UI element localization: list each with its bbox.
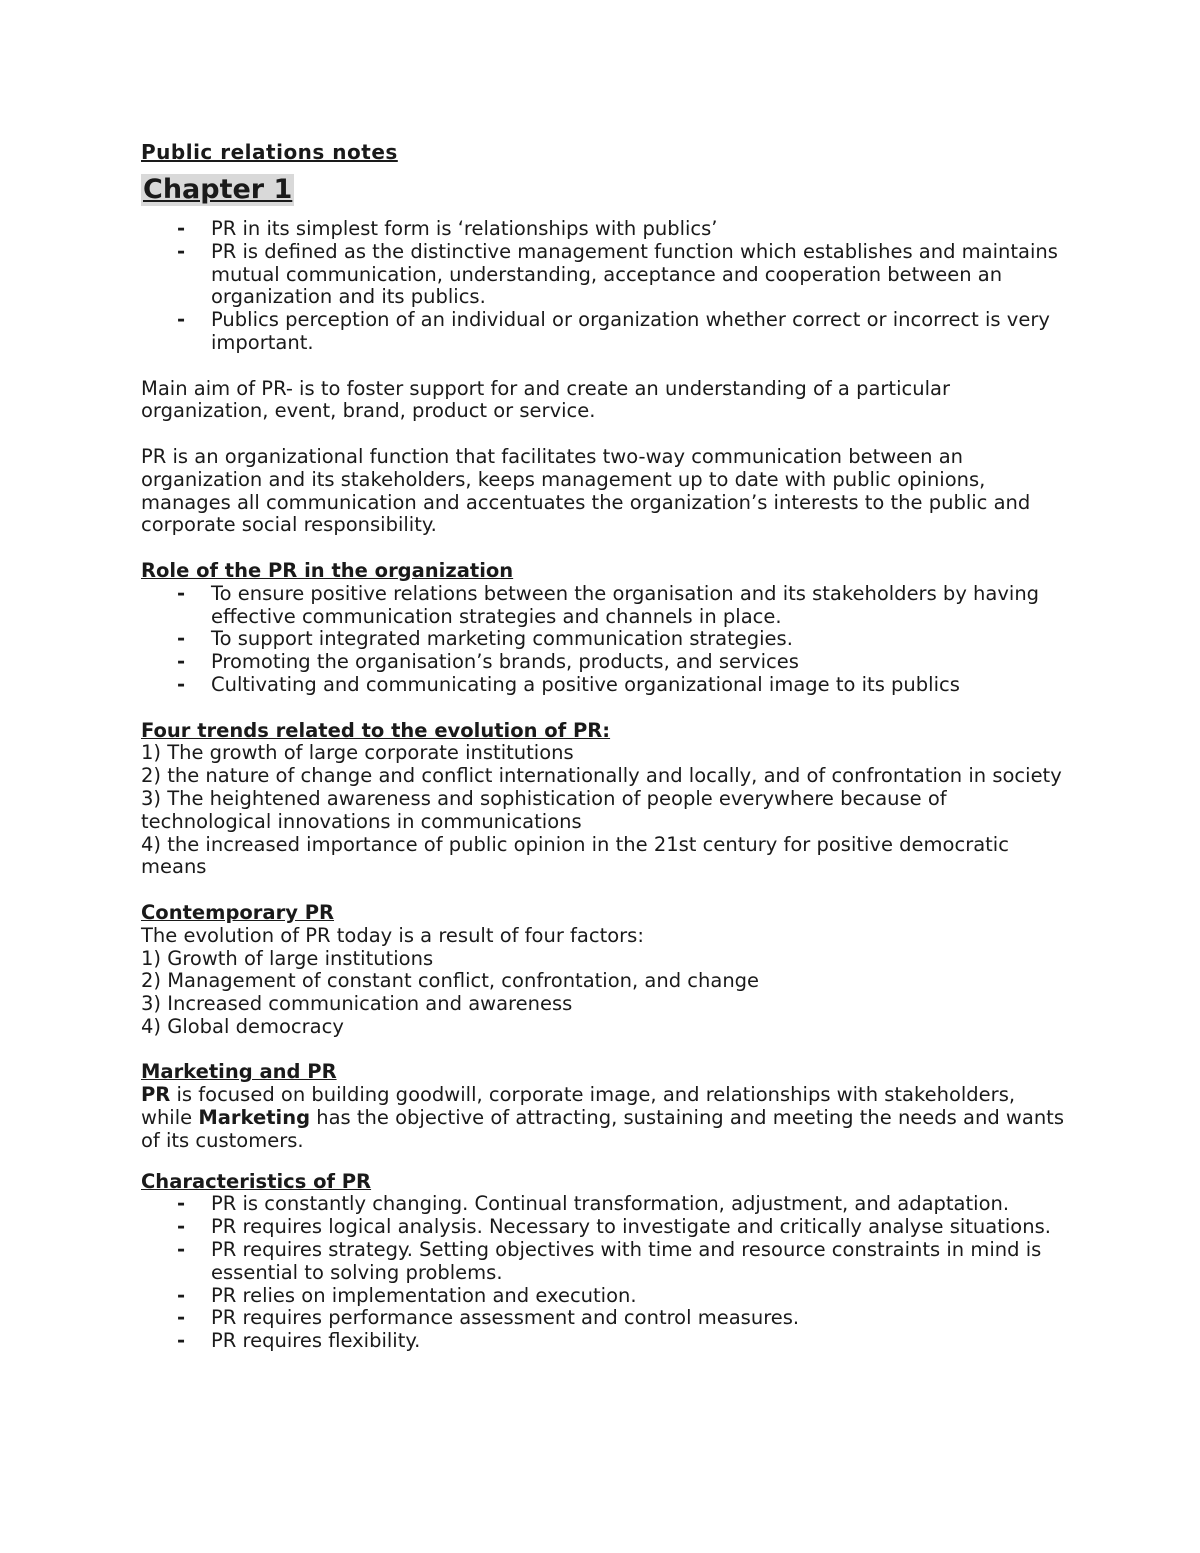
list-item-text: To ensure positive relations between the organisation and its stakeholders by having effective communication strategies and channels in place. xyxy=(211,581,1040,628)
dash-bullet-icon: - xyxy=(177,1283,186,1307)
list-item xyxy=(141,1193,1071,1216)
list-item-text: PR requires strategy. Setting objectives with time and resource constraints in mind is essential to solving problems. xyxy=(211,1238,1042,1284)
list-item xyxy=(141,218,1071,241)
list-item xyxy=(141,1216,1071,1239)
list-item-text: Publics perception of an individual or organization whether correct or incorrect is very important. xyxy=(211,308,1050,354)
list-item-text: PR requires performance assessment and control measures. xyxy=(211,1306,800,1330)
document-page xyxy=(141,140,1071,1353)
list-item-text: Cultivating and communicating a positive organizational image to its publics xyxy=(211,672,960,696)
spacer xyxy=(141,1153,1071,1171)
contemporary-heading: Contemporary PR xyxy=(141,900,335,924)
dash-bullet-icon: - xyxy=(177,308,186,332)
list-item xyxy=(141,1307,1071,1330)
role-heading: Role of the PR in the organization xyxy=(141,558,514,582)
factor-item: 2) Management of constant conflict, confrontation, and change xyxy=(141,969,760,993)
document-title: Public relations notes xyxy=(141,140,398,164)
marketing-heading: Marketing and PR xyxy=(141,1060,337,1084)
dash-bullet-icon: - xyxy=(177,672,186,696)
characteristics-heading: Characteristics of PR xyxy=(141,1169,372,1193)
list-item-text: PR relies on implementation and execution. xyxy=(211,1283,637,1307)
list-item xyxy=(141,628,1071,651)
list-item xyxy=(141,651,1071,674)
dash-bullet-icon: - xyxy=(177,239,186,263)
spacer xyxy=(141,355,1071,378)
dash-bullet-icon: - xyxy=(177,1238,186,1262)
list-item-text: PR requires flexibility. xyxy=(211,1329,421,1353)
spacer xyxy=(141,697,1071,720)
list-item xyxy=(141,241,1071,309)
dash-bullet-icon: - xyxy=(177,627,186,651)
spacer xyxy=(141,537,1071,560)
list-item xyxy=(141,1330,1071,1353)
list-item-text: PR requires logical analysis. Necessary to investigate and critically analyse situations. xyxy=(211,1215,1051,1239)
trends-heading: Four trends related to the evolution of PR: xyxy=(141,718,611,742)
list-item xyxy=(141,674,1071,697)
list-item xyxy=(141,583,1071,629)
main-aim-paragraph: Main aim of PR- is to foster support for and create an understanding of a particular organization, event, brand, product or service. xyxy=(141,376,950,423)
list-item-text: PR is defined as the distinctive management function which establishes and maintains mutual communication, understanding, acceptance and cooperation between an organization and its publics. xyxy=(211,239,1058,309)
trend-item: 4) the increased importance of public opinion in the 21st century for positive democratic means xyxy=(141,832,1009,879)
marketing-term: Marketing xyxy=(198,1106,311,1130)
spacer xyxy=(141,1039,1071,1062)
list-item-text: Promoting the organisation’s brands, products, and services xyxy=(211,650,799,674)
factor-item: 3) Increased communication and awareness xyxy=(141,992,573,1016)
dash-bullet-icon: - xyxy=(177,650,186,674)
list-item xyxy=(141,1285,1071,1308)
dash-bullet-icon: - xyxy=(177,1215,186,1239)
dash-bullet-icon: - xyxy=(177,217,186,240)
trend-item: 3) The heightened awareness and sophistication of people everywhere because of technological innovations in communications xyxy=(141,786,947,833)
role-bullet-list xyxy=(141,583,1071,697)
trend-item: 1) The growth of large corporate institutions xyxy=(141,741,574,765)
factor-item: 1) Growth of large institutions xyxy=(141,946,434,970)
contemporary-intro: The evolution of PR today is a result of four factors: xyxy=(141,923,644,947)
chapter-heading: Chapter 1 xyxy=(143,174,293,205)
list-item-text: To support integrated marketing communication strategies. xyxy=(211,627,793,651)
dash-bullet-icon: - xyxy=(177,1329,186,1353)
intro-bullet-list xyxy=(141,218,1071,355)
dash-bullet-icon: - xyxy=(177,581,186,605)
trend-item: 2) the nature of change and conflict internationally and locally, and of confrontation in society xyxy=(141,764,1062,788)
characteristics-bullet-list xyxy=(141,1193,1071,1353)
list-item xyxy=(141,309,1071,355)
dash-bullet-icon: - xyxy=(177,1306,186,1330)
spacer xyxy=(141,423,1071,446)
pr-text: is focused on building goodwill, corporate image, and relationships with stakeholders, while xyxy=(141,1083,1016,1130)
dash-bullet-icon: - xyxy=(177,1192,186,1216)
pr-term: PR xyxy=(141,1083,171,1107)
chapter-heading-wrapper xyxy=(141,174,1071,218)
marketing-paragraph xyxy=(141,1084,1071,1152)
marketing-text: has the objective of attracting, sustaining and meeting the needs and wants of its customers. xyxy=(141,1106,1064,1152)
list-item-text: PR in its simplest form is ‘relationships with publics’ xyxy=(211,217,718,240)
list-item-text: PR is constantly changing. Continual transformation, adjustment, and adaptation. xyxy=(211,1192,1010,1216)
spacer xyxy=(141,879,1071,902)
factor-item: 4) Global democracy xyxy=(141,1014,344,1038)
definition-paragraph: PR is an organizational function that facilitates two-way communication between an organization and its stakeholders, keeps management up to date with public opinions, manages all communication and accentuates the organization’s interests to the public and corporate social responsibility. xyxy=(141,444,1031,537)
list-item xyxy=(141,1239,1071,1285)
